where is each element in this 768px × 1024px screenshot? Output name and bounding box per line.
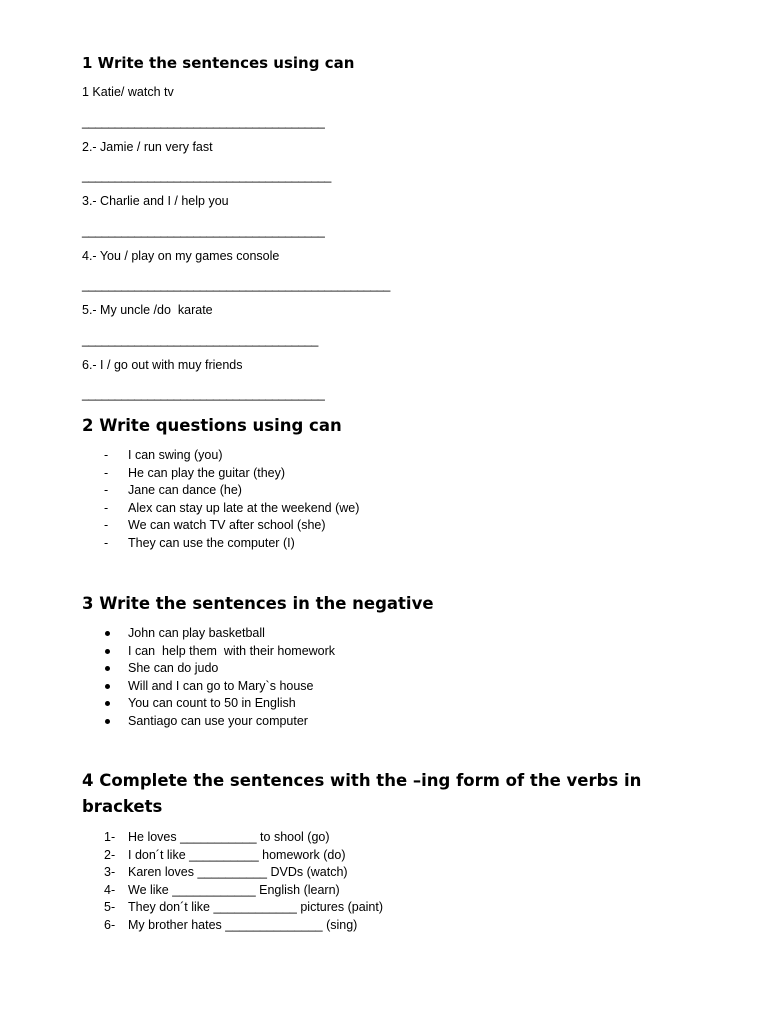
s1-item-6-prompt: 6.- I / go out with muy friends	[82, 358, 243, 372]
bullet-icon	[105, 719, 110, 724]
section-3-title: 3 Write the sentences in the negative	[82, 594, 434, 613]
bullet-icon	[105, 649, 110, 654]
s1-item-3-prompt: 3.- Charlie and I / help you	[82, 194, 229, 208]
worksheet-page: 1 Write the sentences using can 1 Katie/ watch tv _____________________________________ 2.- Jamie / run very fast ______________________________________ 3.- Charlie and I / help you _____________________________________ 4.- You / play on my games console _______________________________________________ 5.- My uncle /do karate ____________________________________ 6.- I / go out with muy friends _____________________________________ 2 Write questions using can - I can swing (you) - He can play the guitar (they) - Jane can dance (he) - Alex can stay up late at the weekend (we) - We can watch TV after school (she) - They can use the computer (I) 3 Write the sentences in the negative John can play basketball I can help them with their homework She can do judo Will and I can go to Mary`s house You can count to 50 in English Santiago can use your computer 4 Complete the sentences with the –ing form of the verbs in brackets 1- He loves ___________ to shool (go) 2- I don´t like __________ homework (do) 3- Karen loves __________ DVDs (watch) 4- We like ____________ English (learn) 5- They don´t like ____________ pictures (paint) 6- My brother hates ______________ (sing)	[0, 0, 768, 1024]
dash-marker: -	[104, 535, 109, 550]
dash-marker: -	[104, 448, 109, 462]
section-1-title: 1 Write the sentences using can	[82, 54, 355, 72]
s1-item-4-prompt: 4.- You / play on my games console	[82, 249, 280, 263]
dash-marker: -	[104, 518, 109, 532]
s1-item-1-prompt: 1 Katie/ watch tv	[82, 85, 174, 99]
item-number: 1-	[104, 830, 116, 844]
bullet-icon	[105, 631, 110, 636]
section-4-title: 4 Complete the sentences with the –ing form of the verbs in brackets	[82, 771, 642, 816]
dash-marker: -	[104, 483, 109, 497]
item-number: 5-	[104, 900, 116, 914]
s1-item-3-answer-line: _____________________________________	[82, 224, 325, 238]
s1-item-2-prompt: 2.- Jamie / run very fast	[82, 140, 213, 154]
s1-item-6-answer-line: _____________________________________	[82, 387, 325, 401]
s1-item-2-answer-line: ______________________________________	[82, 169, 331, 183]
item-number: 6-	[104, 917, 116, 932]
s1-item-5-prompt: 5.- My uncle /do karate	[82, 303, 213, 317]
s1-item-4-answer-line: _______________________________________________	[82, 278, 390, 292]
s1-item-1-answer-line: _____________________________________	[82, 115, 325, 129]
dash-marker: -	[104, 500, 109, 515]
s1-item-5-answer-line: ____________________________________	[82, 333, 318, 347]
dash-marker: -	[104, 465, 109, 480]
item-number: 2-	[104, 847, 116, 862]
section-2-title: 2 Write questions using can	[82, 416, 342, 435]
bullet-icon	[105, 701, 110, 706]
item-number: 3-	[104, 865, 116, 879]
bullet-icon	[105, 684, 110, 689]
item-number: 4-	[104, 882, 116, 897]
bullet-icon	[105, 666, 110, 671]
